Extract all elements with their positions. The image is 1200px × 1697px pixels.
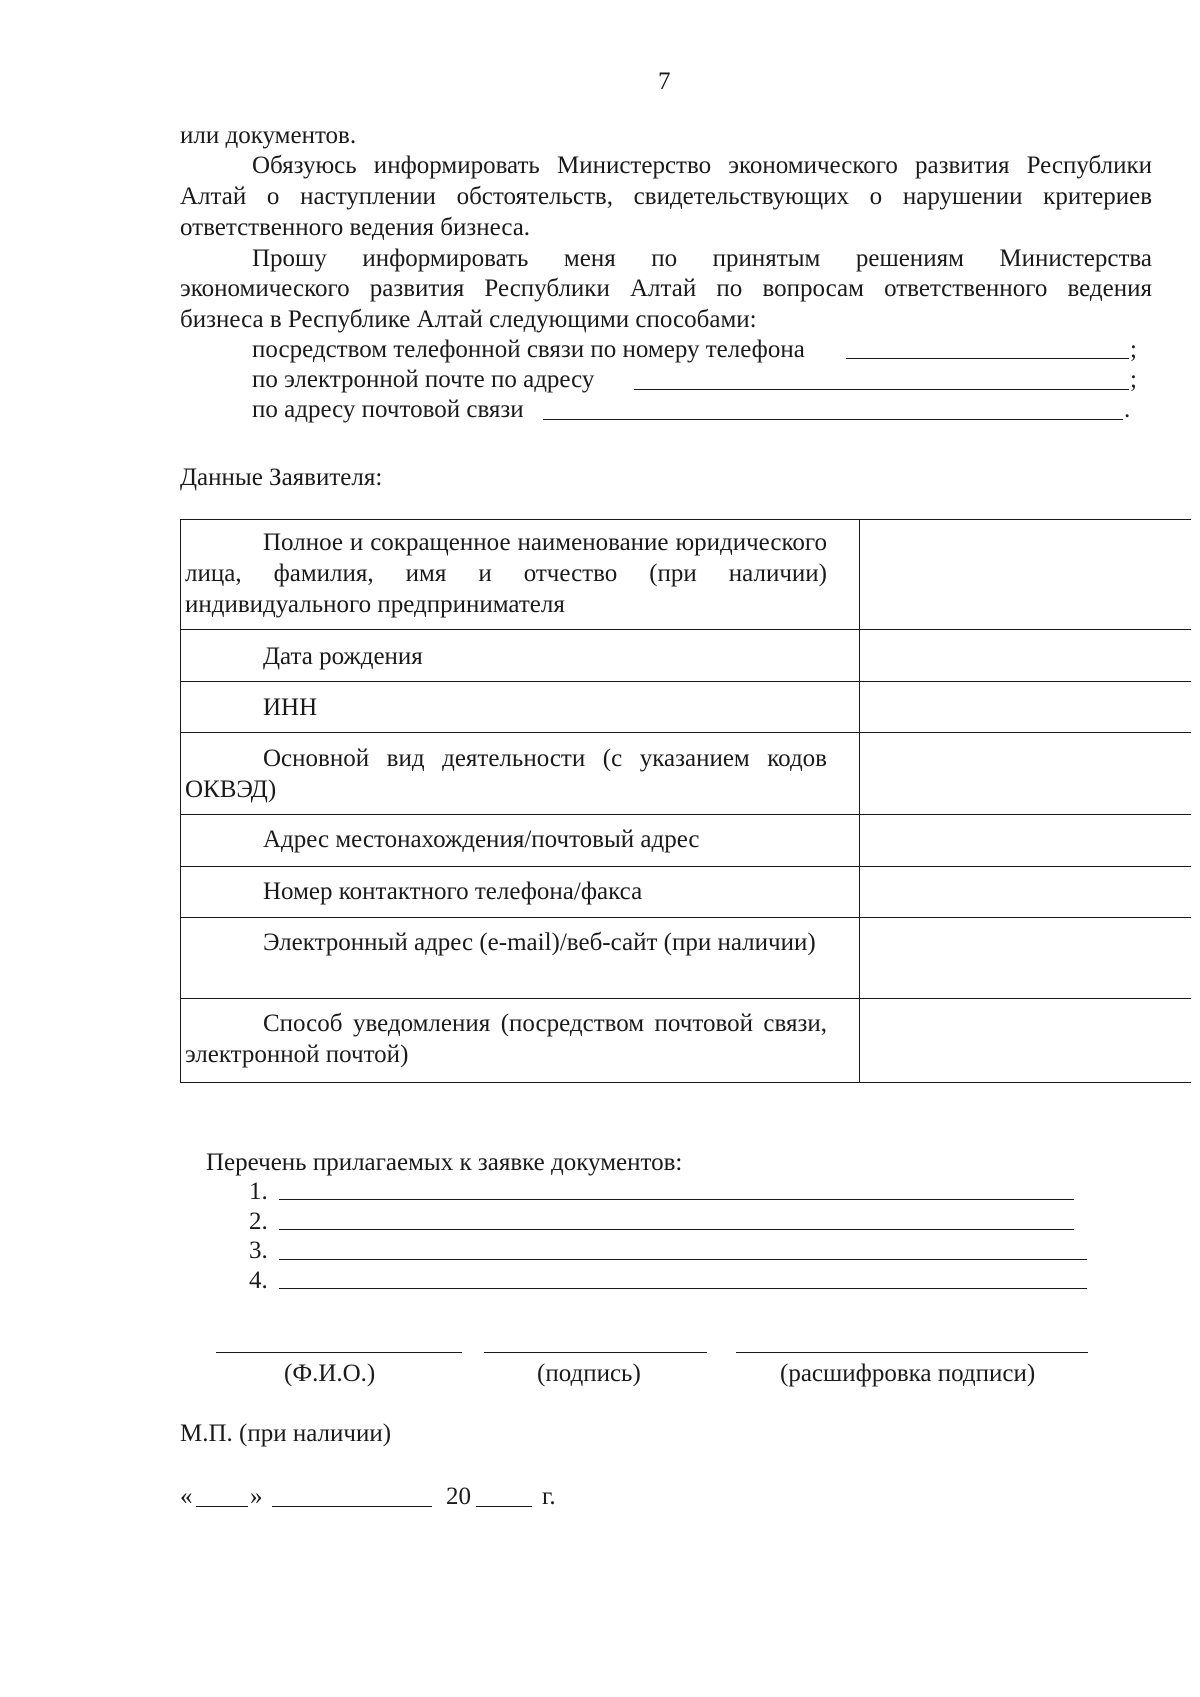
phone-input-line[interactable] [846, 358, 1129, 359]
decode-caption: (расшифровка подписи) [780, 1360, 1036, 1387]
attachment-number: 4. [249, 1267, 268, 1294]
row-address-label: Адрес местонахождения/почтовый адрес [263, 826, 700, 853]
method-phone [252, 334, 805, 365]
table-row-label [180, 876, 859, 907]
paragraph-obligation-line-3: ответственного ведения бизнеса. [180, 214, 531, 241]
method-email [252, 364, 594, 395]
table-row-label [180, 824, 859, 855]
row-email-label: Электронный адрес (e-mail)/веб-сайт (при наличии) [263, 929, 816, 956]
row-address-value[interactable] [862, 818, 1188, 862]
sign-signature-line[interactable] [484, 1352, 707, 1353]
method-phone-label: посредством телефонной связи по номеру телефона [252, 336, 805, 363]
row-activity-label: Основной вид деятельности (с указанием кодов ОКВЭД) [185, 745, 827, 803]
paragraph-obligation-line-1: Обязуюсь информировать Министерство экономического развития Республики [252, 152, 1152, 179]
table-row-label [180, 927, 859, 958]
method-post [252, 394, 524, 425]
table-row-divider [180, 629, 1191, 630]
attachment-line-3[interactable] [279, 1259, 1087, 1260]
attachment-line-4[interactable] [279, 1288, 1087, 1289]
table-row-label [180, 743, 859, 805]
attachment-number: 2. [249, 1208, 268, 1235]
applicant-heading: Данные Заявителя: [180, 464, 383, 491]
row-inn-value[interactable] [862, 685, 1188, 729]
paragraph-request-line-1: Прошу информировать меня по принятым решениям Министерства [252, 245, 1152, 272]
decode-signature-line[interactable] [736, 1352, 1088, 1353]
row-phone-label: Номер контактного телефона/факса [263, 878, 643, 905]
row-inn-label: ИНН [263, 694, 318, 721]
table-row-divider [180, 998, 1191, 999]
table-row-label [180, 641, 859, 672]
sign-caption: (подпись) [537, 1360, 641, 1387]
paragraph-request-line-3: бизнеса в Республике Алтай следующими способами: [180, 306, 757, 333]
fio-caption: (Ф.И.О.) [284, 1360, 376, 1387]
attachment-number: 3. [249, 1237, 268, 1264]
table-row-label [180, 1008, 859, 1070]
date-month-line[interactable] [272, 1506, 432, 1507]
attachment-line-2[interactable] [279, 1229, 1074, 1230]
table-bottom-border [180, 1082, 1191, 1083]
continuation-line: или документов. [180, 122, 357, 149]
table-top-border [180, 519, 1191, 520]
attachment-line-1[interactable] [279, 1199, 1074, 1200]
attachment-number: 1. [249, 1178, 268, 1205]
row-email-value[interactable] [862, 921, 1188, 995]
date-day-line[interactable] [196, 1506, 248, 1507]
table-row-divider [180, 814, 1191, 815]
method-email-label: по электронной почте по адресу [252, 366, 595, 393]
row-notification-label: Способ уведомления (посредством почтовой связи, электронной почтой) [185, 1010, 827, 1068]
attachments-heading: Перечень прилагаемых к заявке документов: [206, 1149, 683, 1176]
date-year-line[interactable] [476, 1506, 532, 1507]
table-row-label [180, 692, 859, 723]
page-number: 7 [658, 68, 671, 95]
table-row-divider [180, 681, 1191, 682]
date-open-quote: « [180, 1483, 193, 1510]
date-year-suffix: г. [542, 1483, 556, 1510]
row-full-name-label: Полное и сокращенное наименование юридического лица, фамилия, имя и отчество (при наличии) индивидуального предпринимателя [185, 529, 827, 618]
row-birth-date-label: Дата рождения [263, 643, 423, 670]
table-row-divider [180, 917, 1191, 918]
fio-signature-line[interactable] [216, 1352, 462, 1353]
email-input-line[interactable] [634, 389, 1129, 390]
table-row-divider [180, 732, 1191, 733]
phone-separator: ; [1130, 336, 1137, 363]
post-separator: . [1124, 396, 1131, 423]
paragraph-request-line-2: экономического развития Республики Алтай по вопросам ответственного ведения [180, 275, 1152, 302]
email-separator: ; [1130, 366, 1137, 393]
table-row-divider [180, 866, 1191, 867]
row-activity-value[interactable] [862, 736, 1188, 810]
post-input-line[interactable] [543, 419, 1123, 420]
row-full-name-value[interactable] [862, 523, 1188, 627]
method-post-label: по адресу почтовой связи [252, 396, 524, 423]
table-row-label [180, 527, 859, 620]
date-close-quote: » [250, 1483, 263, 1510]
row-birth-date-value[interactable] [862, 633, 1188, 677]
date-year-prefix: 20 [446, 1483, 471, 1510]
row-phone-value[interactable] [862, 870, 1188, 914]
row-notification-value[interactable] [862, 1002, 1188, 1078]
stamp-note: М.П. (при наличии) [180, 1420, 392, 1447]
paragraph-obligation-line-2: Алтай о наступлении обстоятельств, свидетельствующих о нарушении критериев [180, 183, 1152, 210]
